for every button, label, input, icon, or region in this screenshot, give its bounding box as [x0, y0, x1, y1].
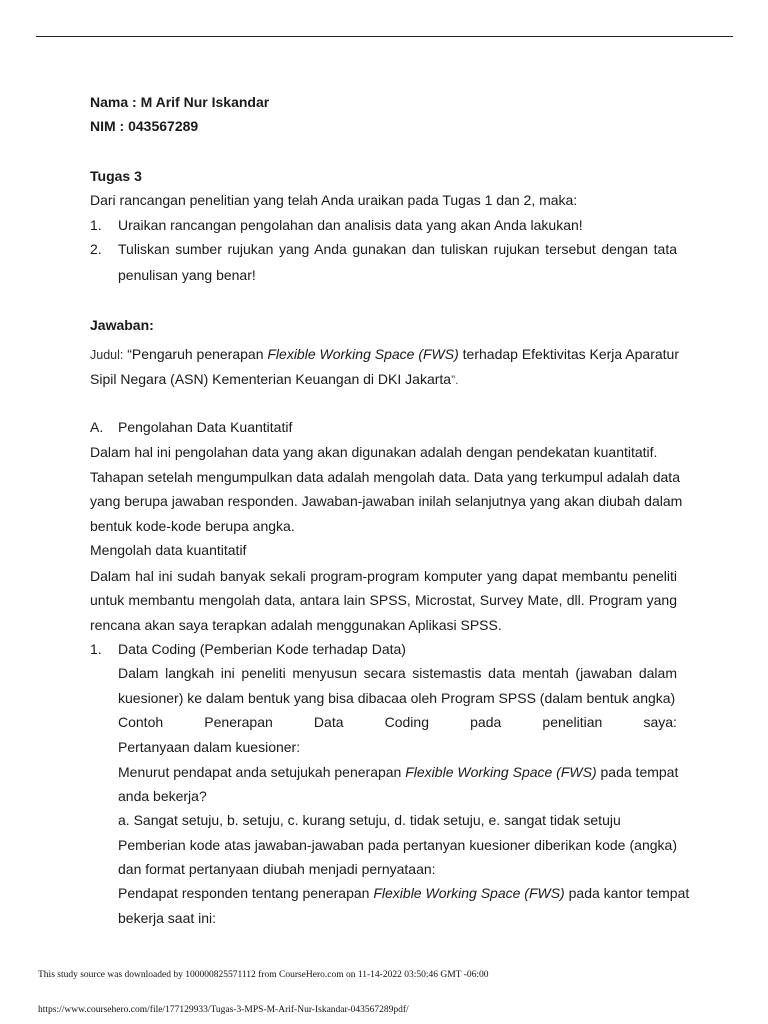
example-word: Contoh — [118, 714, 164, 730]
section-a-para2-line-3: rencana akan saya terapkan adalah menggunakan Aplikasi SPSS. — [90, 617, 502, 633]
research-title-line-1 — [90, 345, 677, 364]
example-word: pada — [470, 714, 502, 730]
task-item-2-text: Tuliskan sumber rujukan yang Anda gunakan dan tuliskan rujukan tersebut dengan tata — [118, 241, 677, 257]
judul-open-quote: “ — [123, 346, 132, 362]
statement-line-1 — [118, 884, 690, 902]
question-line-1 — [118, 763, 677, 781]
judul-line-2: Sipil Negara (ASN) Kementerian Keuangan di DKI Jakarta — [90, 371, 452, 387]
task-title: Tugas 3 — [90, 168, 142, 184]
coding-example-line — [118, 713, 677, 731]
question-line-2: anda bekerja? — [118, 788, 207, 804]
judul-close-quote: ”. — [451, 373, 459, 387]
coding-desc-line-2: kuesioner) ke dalam bentuk yang bisa dibacaa oleh Program SPSS (dalam bentuk angka) — [118, 690, 676, 706]
coding-number: 1. — [90, 641, 102, 657]
source-url[interactable]: https://www.coursehero.com/file/177129933/Tugas-3-MPS-M-Arif-Nur-Iskandar-043567289pdf/ — [38, 1005, 409, 1015]
example-word: Penerapan — [204, 714, 273, 730]
task-intro: Dari rancangan penelitian yang telah Anda uraikan pada Tugas 1 dan 2, maka: — [90, 192, 578, 208]
coding-desc-line-1: Dalam langkah ini peneliti menyusun secara sistemastis data mentah (jawaban dalam — [118, 665, 677, 681]
task-item-2-continuation: penulisan yang benar! — [118, 267, 256, 283]
example-word: Data — [313, 714, 344, 730]
judul-part-1: Pengaruh penerapan — [131, 346, 268, 362]
section-a-para2-line-1: Dalam hal ini sudah banyak sekali program-program komputer yang dapat membantu peneliti — [90, 568, 677, 584]
coding-title: Data Coding (Pemberian Kode terhadap Data) — [118, 641, 406, 657]
statement-line-2: bekerja saat ini: — [118, 910, 217, 926]
section-a-para1-line-4: bentuk kode-kode berupa angka. — [90, 518, 295, 534]
judul-italic: Flexible Working Space (FWS) — [267, 346, 459, 362]
section-a-letter: A. — [90, 419, 104, 435]
section-a-para1-line-3: yang berupa jawaban responden. Jawaban-jawaban inilah selanjutnya yang akan diubah dalam — [90, 493, 683, 509]
section-a-para1-line-1: Dalam hal ini pengolahan data yang akan digunakan adalah dengan pendekatan kuantitatif. — [90, 444, 658, 460]
example-word: penelitian — [542, 714, 603, 730]
task-item-1-text: Uraikan rancangan pengolahan dan analisis data yang akan Anda lakukan! — [118, 217, 583, 233]
download-note: This study source was downloaded by 100000825571112 from CourseHero.com on 11-14-2022 03:50:46 GMT -06:00 — [38, 970, 489, 980]
answer-heading: Jawaban: — [90, 317, 154, 333]
section-a-title: Pengolahan Data Kuantitatif — [118, 419, 293, 435]
question-part-2: pada tempat — [596, 764, 679, 780]
judul-label: Judul: — [90, 348, 124, 362]
answer-options: a. Sangat setuju, b. setuju, c. kurang setuju, d. tidak setuju, e. sangat tidak setuju — [118, 812, 621, 828]
example-word: saya: — [643, 714, 677, 730]
code-desc-line-1: Pemberian kode atas jawaban-jawaban pada pertanyan kuesioner diberikan kode (angka) — [118, 837, 677, 853]
task-item-1-number: 1. — [90, 217, 102, 233]
judul-part-2: terhadap Efektivitas Kerja Aparatur — [458, 346, 679, 362]
student-name: Nama : M Arif Nur Iskandar — [90, 94, 270, 110]
code-desc-line-2: dan format pertanyaan diubah menjadi pernyataan: — [118, 861, 436, 877]
section-a-subheading: Mengolah data kuantitatif — [90, 542, 247, 558]
example-word: Coding — [384, 714, 429, 730]
question-italic: Flexible Working Space (FWS) — [405, 764, 597, 780]
statement-part-1: Pendapat responden tentang penerapan — [118, 885, 374, 901]
student-nim: NIM : 043567289 — [90, 118, 199, 134]
top-rule — [36, 36, 733, 37]
questionnaire-label: Pertanyaan dalam kuesioner: — [118, 739, 301, 755]
task-item-2-number: 2. — [90, 241, 102, 257]
question-part-1: Menurut pendapat anda setujukah penerapan — [118, 764, 406, 780]
section-a-para2-line-2: untuk membantu mengolah data, antara lain SPSS, Microstat, Survey Mate, dll. Program yang — [90, 592, 677, 608]
section-a-para1-line-2: Tahapan setelah mengumpulkan data adalah mengolah data. Data yang terkumpul adalah data — [90, 469, 680, 485]
statement-italic: Flexible Working Space (FWS) — [373, 885, 565, 901]
research-title-line-2 — [90, 370, 458, 389]
statement-part-2: pada kantor tempat — [564, 885, 690, 901]
